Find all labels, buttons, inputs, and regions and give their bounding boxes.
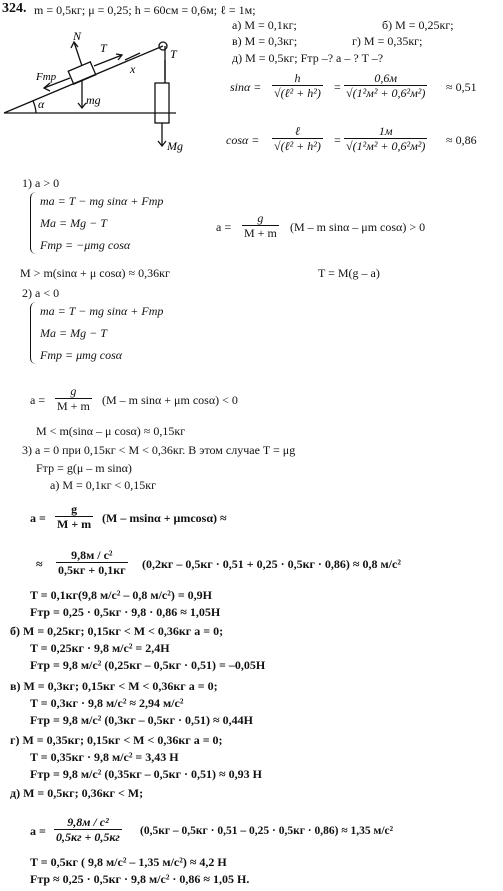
sol-g-heading: г) M = 0,35кг; 0,15кг < M < 0,36кг a = 0;: [10, 733, 223, 747]
part1-a-den: M + m: [244, 226, 277, 240]
sin-lhs: sinα =: [230, 80, 262, 94]
incline-figure: [0, 28, 183, 163]
sol-a-den: M + m: [57, 517, 92, 531]
label-t2: T: [170, 47, 177, 61]
sol-a-rest: (M – msinα + μmcosα) ≈: [102, 511, 227, 525]
sol-d-lhs: a =: [30, 824, 46, 838]
label-Mg: Mg: [167, 139, 183, 153]
part1-heading: 1) a > 0: [22, 176, 60, 190]
case-v: в) M = 0,3кг;: [232, 34, 298, 48]
sol-a-num2: 9,8м / с²: [56, 549, 128, 563]
cos-frac-2: [344, 125, 427, 153]
sol-a-frac: [55, 503, 93, 531]
cos-frac-1-num: ℓ: [272, 125, 323, 139]
part2-brace: [30, 302, 36, 364]
part1-eq2: Ma = Mg − T: [40, 216, 107, 230]
problem-number: 324.: [2, 1, 27, 16]
sol-v-heading: в) M = 0,3кг; 0,15кг < M < 0,36кг a = 0;: [10, 679, 218, 693]
sin-frac-1-den: √(ℓ² + h²): [274, 86, 321, 100]
part2-a-num: g: [55, 385, 92, 399]
part2-eq2: Ma = Mg − T: [40, 326, 107, 340]
sol-d-den: 0,5кг + 0,5кг: [56, 830, 120, 844]
case-b: б) M = 0,25кг;: [382, 18, 454, 32]
label-x: x: [130, 62, 136, 76]
sol-d-rest: (0,5кг – 0,5кг · 0,51 – 0,25 · 0,5кг · 0,86) ≈ 1,35 м/с²: [140, 825, 394, 837]
part3-heading: 3) a = 0 при 0,15кг < M < 0,36кг. В этом случае T = μg: [22, 443, 296, 457]
sol-a-frac2: [56, 549, 128, 577]
part1-condition: M > m(sinα + μ cosα) ≈ 0,36кг: [20, 266, 170, 280]
part3-ftr: Fтр = g(μ – m sinα): [36, 461, 132, 475]
part2-a-den: M + m: [57, 399, 90, 413]
part2-a-lhs: a =: [30, 393, 46, 407]
sol-a-tension: T = 0,1кг(9,8 м/с² – 0,8 м/с²) = 0,9Н: [30, 588, 213, 602]
sol-b-heading: б) M = 0,25кг; 0,15кг < M < 0,36кг a = 0;: [10, 624, 224, 638]
sol-a-rest2: (0,2кг – 0,5кг · 0,51 + 0,25 · 0,5кг · 0,86) ≈ 0,8 м/с²: [142, 557, 401, 571]
alpha-arc: [33, 101, 36, 113]
case-d: д) M = 0,5кг; Fтр –? а – ? T –?: [232, 51, 384, 65]
label-n: N: [73, 29, 82, 43]
sin-frac-2-den: √(1²м² + 0,6²м²): [346, 86, 426, 100]
part1-a-rest: (M – m sinα – μm cosα) > 0: [290, 220, 426, 234]
cos-frac-2-den: √(1²м² + 0,6²м²): [346, 139, 426, 153]
label-mg: mg: [86, 93, 101, 107]
part2-a-rest: (M – m sinα + μm cosα) < 0: [102, 393, 238, 407]
sol-a-den2: 0,5кг + 0,1кг: [58, 563, 126, 577]
sol-b-tension: T = 0,25кг · 9,8 м/с² = 2,4Н: [30, 641, 170, 655]
sol-d-friction: Fтр ≈ 0,25 · 0,5кг · 9,8 м/с² · 0,86 ≈ 1,05 Н.: [30, 872, 250, 886]
part1-brace: [30, 192, 36, 254]
part1-a-lhs: a =: [216, 220, 232, 234]
sol-v-friction: Fтр = 9,8 м/с² (0,3кг – 0,5кг · 0,51) ≈ 0,44Н: [30, 713, 253, 727]
label-ftr: Fтр: [36, 71, 57, 83]
sol-a-approx: ≈: [36, 557, 43, 571]
hanging-block: [155, 83, 169, 123]
label-alpha: α: [38, 97, 45, 111]
part1-eq1: ma = T − mg sinα + Fтр: [40, 194, 164, 208]
case-a: а) M = 0,1кг;: [232, 18, 297, 32]
sol-g-tension: T = 0,35кг · 9,8 м/с² = 3,43 Н: [30, 750, 179, 764]
part1-tension: T = M(g – a): [318, 266, 380, 280]
sol-a-lhs: a =: [30, 511, 46, 525]
sol-d-frac: [54, 816, 122, 844]
sol-g-friction: Fтр = 9,8 м/с² (0,35кг – 0,5кг · 0,51) ≈ 0,93 Н: [30, 767, 262, 781]
sol-a-friction: Fтр = 0,25 · 0,5кг · 9,8 · 0,86 ≈ 1,05Н: [30, 605, 221, 619]
cos-lhs: cosα =: [226, 133, 260, 147]
sol-v-tension: T = 0,3кг · 9,8 м/с² ≈ 2,94 м/с²: [30, 696, 184, 710]
part2-heading: 2) a < 0: [22, 286, 60, 300]
cos-frac-1-den: √(ℓ² + h²): [274, 139, 321, 153]
sol-a-num: g: [55, 503, 93, 517]
part2-condition: M < m(sinα – μ cosα) ≈ 0,15кг: [36, 424, 186, 438]
label-t1: T: [100, 41, 107, 55]
given-values: m = 0,5кг; μ = 0,25; h = 60см = 0,6м; ℓ = 1м;: [34, 3, 256, 17]
sin-frac-1: [272, 72, 323, 100]
sin-frac-2-num: 0,6м: [344, 72, 427, 86]
sol-b-friction: Fтр = 9,8 м/с² (0,25кг – 0,5кг · 0,51) = –0,05Н: [30, 658, 266, 672]
part3-case-a: а) M = 0,1кг < 0,15кг: [50, 478, 157, 492]
part2-eq3: Fтр = μmg cosα: [40, 348, 123, 362]
part1-a-frac: [242, 212, 279, 240]
sin-result: ≈ 0,51: [446, 80, 477, 94]
n-vector: [74, 42, 82, 66]
cos-frac-2-num: 1м: [344, 125, 427, 139]
case-g: г) M = 0,35кг;: [352, 34, 423, 48]
part1-a-num: g: [242, 212, 279, 226]
cos-eq: =: [334, 133, 341, 147]
part2-eq1: ma = T − mg sinα + Fтр: [40, 304, 164, 318]
sin-frac-2: [344, 72, 427, 100]
sin-eq: =: [334, 80, 341, 94]
part1-eq3: Fтр = −μmg cosα: [40, 238, 131, 252]
cos-result: ≈ 0,86: [446, 133, 477, 147]
part2-a-frac: [55, 385, 92, 413]
sol-d-num: 9,8м / с²: [54, 816, 122, 830]
cos-frac-1: [272, 125, 323, 153]
sin-frac-1-num: h: [272, 72, 323, 86]
sol-d-heading: д) M = 0,5кг; 0,36кг < M;: [10, 786, 144, 800]
sol-d-tension: T = 0,5кг ( 9,8 м/с² – 1,35 м/с²) ≈ 4,2 Н: [30, 855, 227, 869]
